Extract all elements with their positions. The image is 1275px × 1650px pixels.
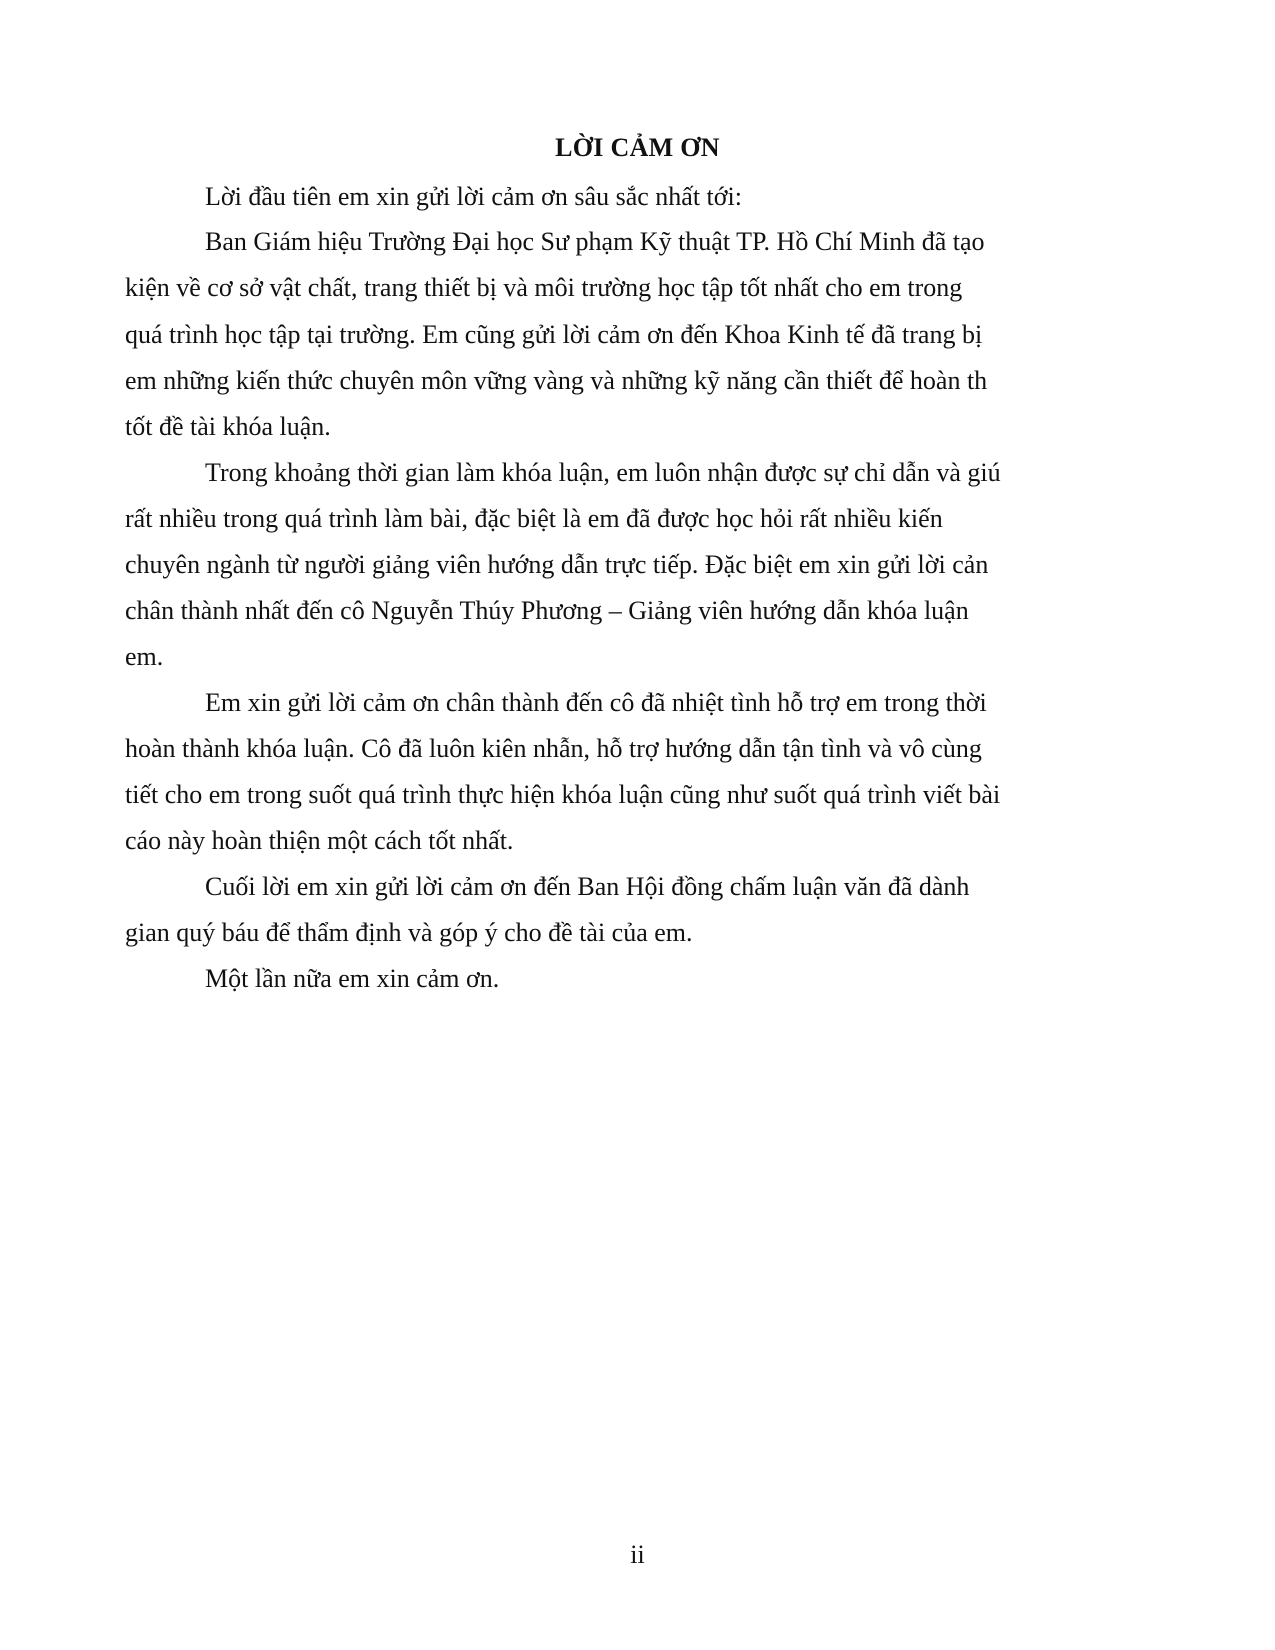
paragraph-line: em. [125,642,164,671]
paragraph-line: rất nhiều trong quá trình làm bài, đặc biệt là em đã được học hỏi rất nhiều kiến [125,504,943,533]
paragraph-line: Ban Giám hiệu Trường Đại học Sư phạm Kỹ thuật TP. Hồ Chí Minh đã tạo [205,227,985,256]
page-title: LỜI CẢM ƠN [555,133,720,162]
paragraph-line: em những kiến thức chuyên môn vững vàng và những kỹ năng cần thiết để hoàn th [125,366,988,395]
paragraph-line: kiện về cơ sở vật chất, trang thiết bị và môi trường học tập tốt nhất cho em trong [125,273,963,302]
paragraph-line: gian quý báu để thẩm định và góp ý cho đề tài của em. [125,918,693,947]
paragraph-line: chân thành nhất đến cô Nguyễn Thúy Phương – Giảng viên hướng dẫn khóa luận [125,596,969,625]
paragraph-line: quá trình học tập tại trường. Em cũng gửi lời cảm ơn đến Khoa Kinh tế đã trang bị [125,320,983,349]
paragraph-line: tiết cho em trong suốt quá trình thực hiện khóa luận cũng như suốt quá trình viết bài [125,780,1001,809]
paragraph-line: Lời đầu tiên em xin gửi lời cảm ơn sâu sắc nhất tới: [205,182,742,211]
page-number: ii [630,1540,645,1569]
paragraph-line: Một lần nữa em xin cảm ơn. [205,964,500,993]
paragraph-line: Cuối lời em xin gửi lời cảm ơn đến Ban Hội đồng chấm luận văn đã dành [205,872,970,901]
paragraph-line: hoàn thành khóa luận. Cô đã luôn kiên nhẫn, hỗ trợ hướng dẫn tận tình và vô cùng [125,734,982,763]
paragraph-line: tốt đề tài khóa luận. [125,412,331,441]
paragraph-line: chuyên ngành từ người giảng viên hướng dẫn trực tiếp. Đặc biệt em xin gửi lời cản [125,550,989,579]
paragraph-line: Em xin gửi lời cảm ơn chân thành đến cô đã nhiệt tình hỗ trợ em trong thời [205,688,987,717]
paragraph-line: cáo này hoàn thiện một cách tốt nhất. [125,826,514,855]
paragraph-line: Trong khoảng thời gian làm khóa luận, em luôn nhận được sự chỉ dẫn và giú [205,458,1001,487]
